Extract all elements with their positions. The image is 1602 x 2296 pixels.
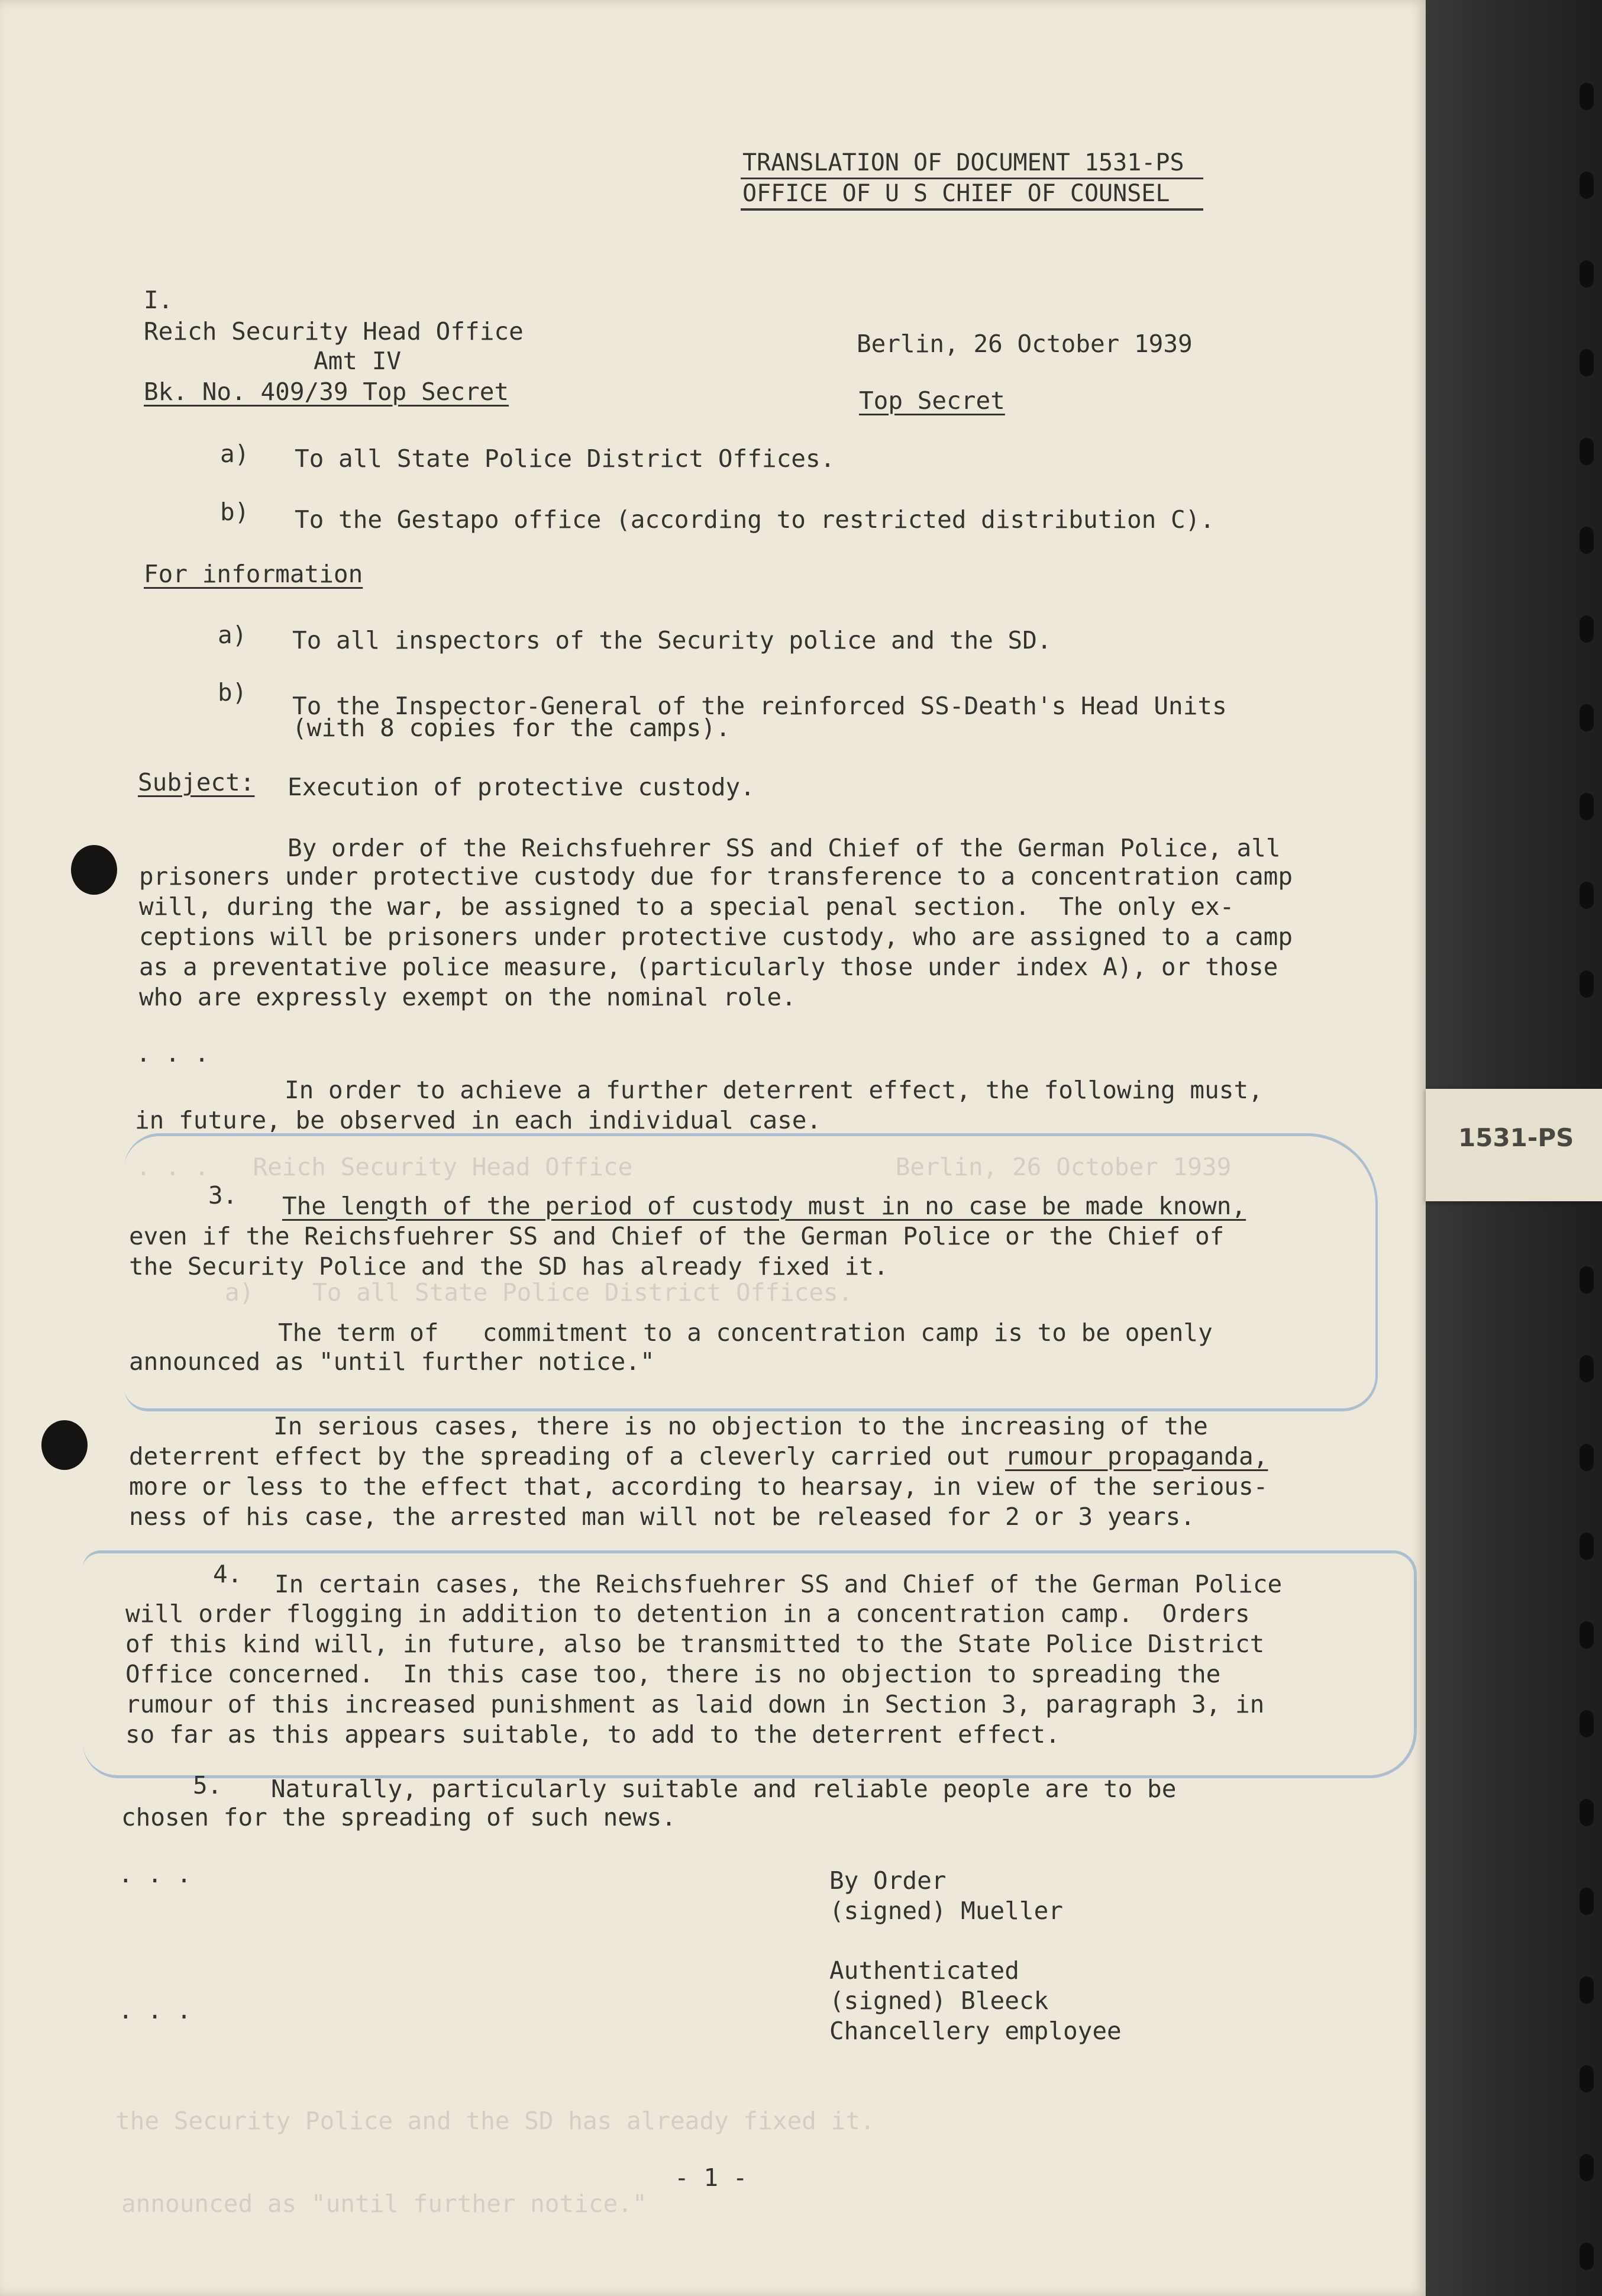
- binder-hole: [1580, 527, 1594, 554]
- body-line: ceptions will be prisoners under protective custody, who are assigned to a camp: [139, 923, 1293, 951]
- binder-hole: [1580, 438, 1594, 465]
- binder-hole: [1580, 172, 1594, 199]
- binder-hole: [1580, 1621, 1594, 1649]
- binder-hole: [1580, 1799, 1594, 1826]
- section-number: 3.: [208, 1181, 238, 1210]
- binder-hole: [1580, 704, 1594, 731]
- binder-hole: [1580, 2154, 1594, 2181]
- ellipsis: . . .: [136, 1039, 209, 1068]
- place-date: Berlin, 26 October 1939: [857, 330, 1193, 358]
- subject-label: Subject:: [138, 768, 255, 796]
- binder-hole: [1580, 1976, 1594, 2004]
- punch-hole: [41, 1420, 88, 1470]
- bleed-through-text: the Security Police and the SD has already fixed it.: [115, 2107, 875, 2135]
- body-line: of this kind will, in future, also be transmitted to the State Police District: [125, 1630, 1265, 1658]
- info-letter: b): [218, 678, 247, 707]
- binder-hole: [1580, 1710, 1594, 1737]
- binder-hole: [1580, 260, 1594, 288]
- exhibit-tab-label: 1531-PS: [1458, 1123, 1574, 1152]
- for-information-heading: For information: [144, 560, 363, 588]
- binder-hole: [1580, 349, 1594, 376]
- body-line: will, during the war, be assigned to a special penal section. The only ex-: [139, 892, 1235, 921]
- info-letter: a): [218, 621, 247, 649]
- body-line: Office concerned. In this case too, there is no objection to spreading the: [125, 1660, 1221, 1688]
- signature-by-order: By Order: [829, 1866, 947, 1895]
- binder-hole: [1580, 615, 1594, 643]
- info-text: To all inspectors of the Security police and the SD.: [292, 626, 1052, 654]
- recipient-text: To all State Police District Offices.: [295, 444, 835, 473]
- ellipsis: . . .: [118, 1860, 192, 1888]
- body-line: rumour of this increased punishment as laid down in Section 3, paragraph 3, in: [125, 1690, 1265, 1718]
- underlined-phrase: rumour propaganda,: [1005, 1442, 1268, 1471]
- body-line: In order to achieve a further deterrent effect, the following must,: [285, 1076, 1263, 1104]
- body-line: In certain cases, the Reichsfuehrer SS and Chief of the German Police: [274, 1570, 1283, 1598]
- body-line: as a preventative police measure, (particularly those under index A), or those: [139, 953, 1278, 981]
- body-line: announced as "until further notice.": [129, 1347, 655, 1376]
- body-line: even if the Reichsfuehrer SS and Chief of the German Police or the Chief of: [129, 1222, 1225, 1250]
- classification: Top Secret: [859, 386, 1005, 415]
- section-number: 5.: [193, 1771, 222, 1800]
- binder-hole: [1580, 1444, 1594, 1471]
- binder-hole: [1580, 83, 1594, 110]
- body-line: In serious cases, there is no objection to the increasing of the: [273, 1412, 1208, 1440]
- signature-authenticated: Authenticated: [829, 1956, 1019, 1985]
- bleed-through-text: announced as "until further notice.": [121, 2189, 647, 2218]
- body-line: The term of commitment to a concentration camp is to be openly: [278, 1318, 1213, 1347]
- counsel-header: OFFICE OF U S CHIEF OF COUNSEL: [742, 180, 1170, 207]
- body-line: will order flogging in addition to detention in a concentration camp. Orders: [125, 1600, 1250, 1628]
- binder-hole: [1580, 793, 1594, 820]
- body-line: ness of his case, the arrested man will not be released for 2 or 3 years.: [129, 1502, 1195, 1531]
- body-line: prisoners under protective custody due for transference to a concentration camp: [139, 862, 1293, 891]
- section-number: 4.: [213, 1560, 243, 1588]
- body-line: more or less to the effect that, according to hearsay, in view of the serious-: [129, 1472, 1268, 1501]
- page-number: - 1 -: [674, 2163, 748, 2192]
- translation-header: TRANSLATION OF DOCUMENT 1531-PS: [742, 149, 1184, 176]
- recipient-text: To the Gestapo office (according to restricted distribution C).: [295, 505, 1215, 534]
- body-line: By order of the Reichsfuehrer SS and Chief of the German Police, all: [288, 834, 1281, 862]
- bleed-through-text: . . . Reich Security Head Office Berlin, 26 October 1939: [136, 1153, 1232, 1181]
- section-number: I.: [144, 286, 173, 314]
- binder-hole: [1580, 1533, 1594, 1560]
- binder-hole: [1580, 2065, 1594, 2092]
- reference-number: Bk. No. 409/39 Top Secret: [144, 378, 509, 406]
- info-text: To the Inspector-General of the reinforced SS-Death's Head Units: [292, 692, 1227, 720]
- subject-text: Execution of protective custody.: [288, 773, 755, 801]
- binder-hole: [1580, 2243, 1594, 2270]
- body-line: who are expressly exempt on the nominal role.: [139, 983, 796, 1011]
- recipient-letter: a): [220, 440, 250, 468]
- body-line: so far as this appears suitable, to add to the deterrent effect.: [125, 1720, 1060, 1749]
- punch-hole: [71, 845, 117, 895]
- ellipsis: . . .: [118, 1996, 192, 2024]
- binder-hole: [1580, 1266, 1594, 1294]
- signature-mueller: (signed) Mueller: [829, 1897, 1063, 1925]
- body-line: Naturally, particularly suitable and reliable people are to be: [271, 1775, 1177, 1803]
- binder-hole: [1580, 1355, 1594, 1382]
- binder-hole: [1580, 970, 1594, 998]
- recipient-letter: b): [220, 498, 250, 526]
- sender-department: Amt IV: [314, 347, 402, 375]
- binder-hole: [1580, 882, 1594, 909]
- body-text: deterrent effect by the spreading of a cleverly carried out: [129, 1442, 1006, 1471]
- bleed-through-text: a) To all State Police District Offices.: [225, 1278, 853, 1307]
- header-rule-bottom: [741, 208, 1203, 211]
- binder-hole: [1580, 1888, 1594, 1915]
- body-line-underlined: The length of the period of custody must in no case be made known,: [282, 1192, 1246, 1220]
- signature-title: Chancellery employee: [829, 2017, 1122, 2045]
- body-line: in future, be observed in each individual case.: [135, 1106, 822, 1134]
- body-line: the Security Police and the SD has already fixed it.: [129, 1252, 889, 1281]
- info-text-cont: (with 8 copies for the camps).: [292, 714, 731, 742]
- sender-office: Reich Security Head Office: [144, 317, 524, 346]
- body-line: [129, 1442, 1268, 1472]
- body-line: chosen for the spreading of such news.: [121, 1803, 676, 1831]
- signature-bleeck: (signed) Bleeck: [829, 1987, 1049, 2015]
